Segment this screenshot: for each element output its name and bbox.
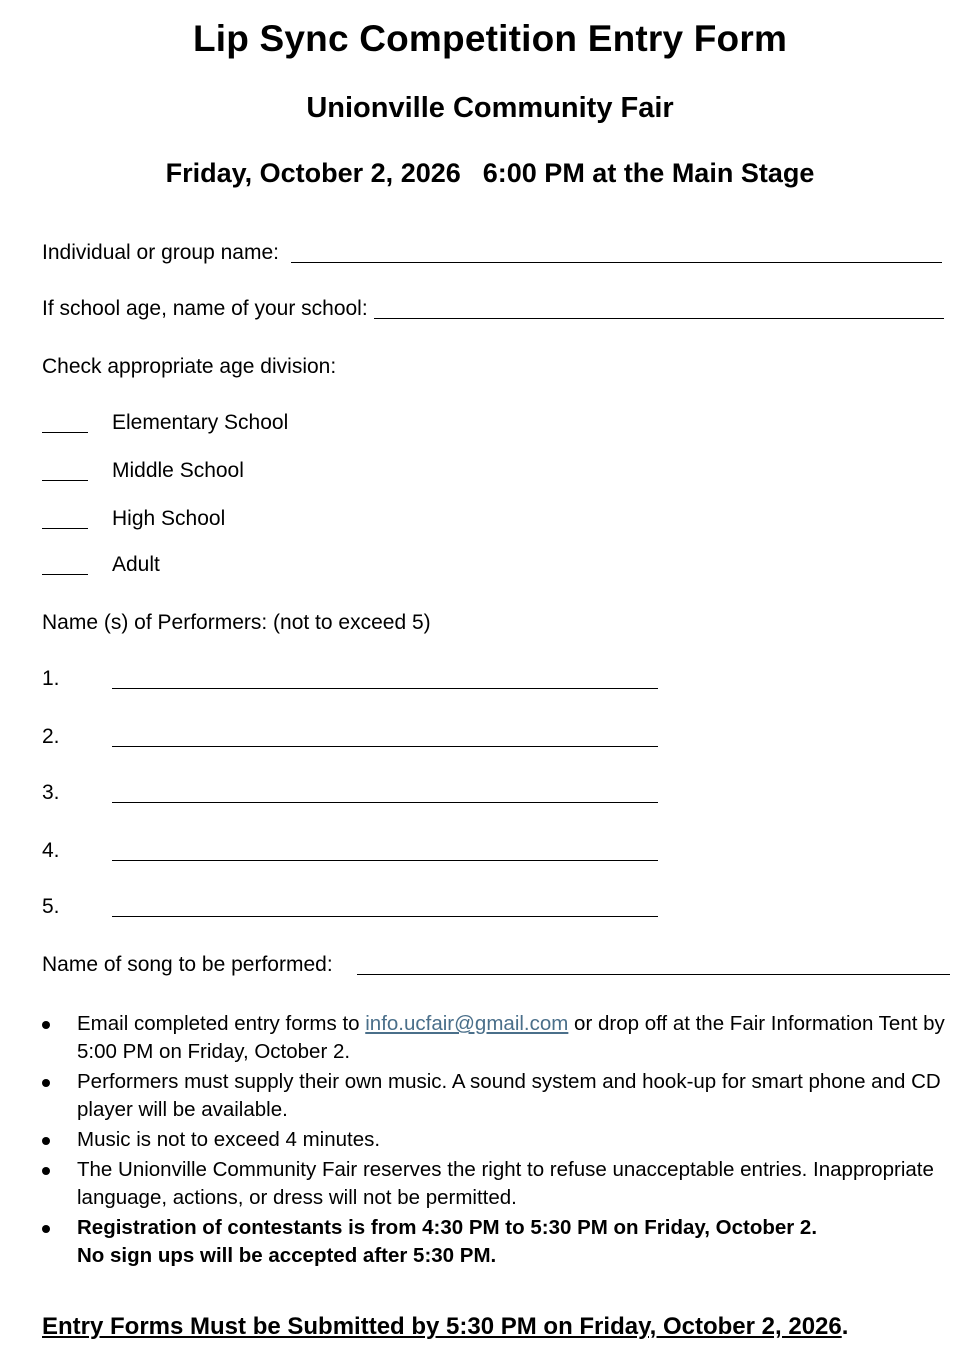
- list-item: The Unionville Community Fair reserves the right to refuse unacceptable entries. Inappropriate language, actions, or dress will not be permitted.: [42, 1156, 962, 1212]
- age-option-high: High School: [112, 507, 226, 530]
- group-name-field[interactable]: [291, 262, 942, 263]
- performer-number: 4.: [42, 839, 60, 862]
- performer-1-field[interactable]: [112, 688, 658, 689]
- event-date: Friday, October 2, 2026: [165, 158, 461, 188]
- song-name-field[interactable]: [357, 974, 950, 975]
- bullet-icon: [42, 1167, 50, 1175]
- performer-number: 2.: [42, 725, 60, 748]
- age-division-label: Check appropriate age division:: [42, 355, 337, 378]
- event-name: Unionville Community Fair: [306, 92, 674, 124]
- bullet-icon: [42, 1079, 50, 1087]
- list-item: Email completed entry forms to info.ucfair@gmail.com or drop off at the Fair Information Tent by 5:00 PM on Friday, October 2.: [42, 1010, 962, 1066]
- event-datetime: [0, 158, 980, 189]
- age-checkbox-high[interactable]: [42, 528, 88, 529]
- age-option-adult: Adult: [112, 553, 160, 576]
- list-item: Music is not to exceed 4 minutes.: [42, 1126, 962, 1154]
- age-checkbox-elementary[interactable]: [42, 432, 88, 433]
- group-name-label: Individual or group name:: [42, 241, 279, 264]
- performer-5-field[interactable]: [112, 916, 658, 917]
- performer-4-field[interactable]: [112, 860, 658, 861]
- school-name-field[interactable]: [374, 318, 944, 319]
- event-time-place: 6:00 PM at the Main Stage: [482, 158, 815, 188]
- list-item: Performers must supply their own music. A sound system and hook-up for smart phone and CD player will be available.: [42, 1068, 962, 1124]
- performer-number: 1.: [42, 667, 60, 690]
- email-link[interactable]: info.ucfair@gmail.com: [365, 1012, 569, 1035]
- bullet-icon: [42, 1021, 50, 1029]
- bullet-icon: [42, 1137, 50, 1145]
- performer-2-field[interactable]: [112, 746, 658, 747]
- age-option-elementary: Elementary School: [112, 411, 289, 434]
- performers-label: Name (s) of Performers: (not to exceed 5): [42, 611, 431, 634]
- performer-3-field[interactable]: [112, 802, 658, 803]
- age-option-middle: Middle School: [112, 459, 244, 482]
- song-label: Name of song to be performed:: [42, 953, 333, 976]
- bullet-icon: [42, 1225, 50, 1233]
- performer-number: 3.: [42, 781, 60, 804]
- submission-deadline: Entry Forms Must be Submitted by 5:30 PM on Friday, October 2, 2026.: [42, 1313, 849, 1340]
- age-checkbox-adult[interactable]: [42, 574, 88, 575]
- performer-number: 5.: [42, 895, 60, 918]
- form-title: Lip Sync Competition Entry Form: [192, 18, 788, 59]
- rules-list: [42, 1010, 962, 1272]
- school-name-label: If school age, name of your school:: [42, 297, 368, 320]
- list-item: Registration of contestants is from 4:30 PM to 5:30 PM on Friday, October 2. No sign ups will be accepted after 5:30 PM.: [42, 1214, 962, 1270]
- age-checkbox-middle[interactable]: [42, 480, 88, 481]
